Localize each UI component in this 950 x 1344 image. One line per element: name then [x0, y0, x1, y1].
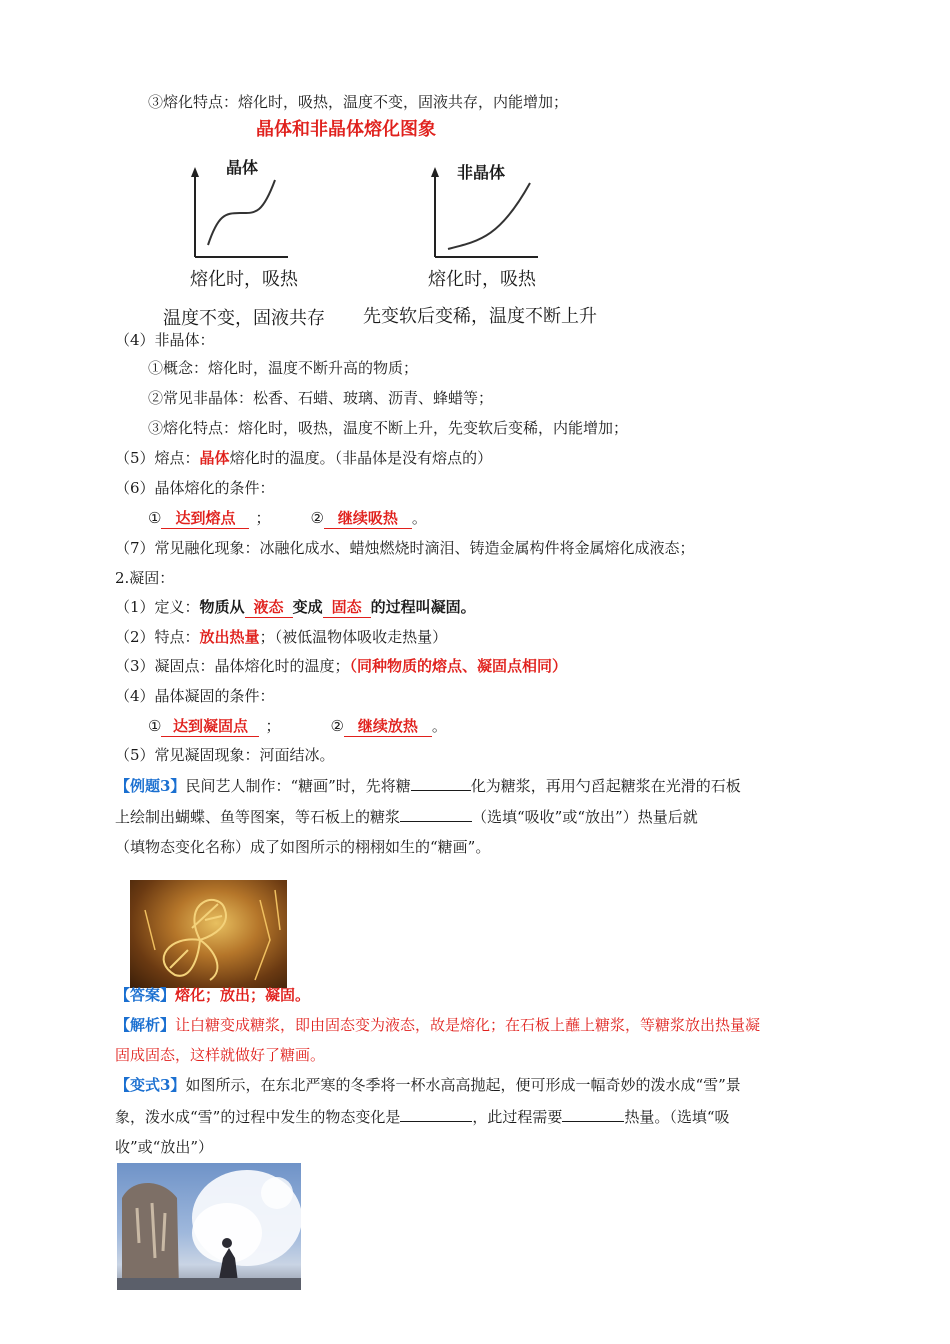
melting-point-red: 晶体 [199, 449, 230, 467]
example3-line2-b: （选填“吸收”或“放出”）热量后就 [472, 808, 698, 826]
crystal-graph [180, 165, 290, 265]
variant3-tag: 【变式3】 [115, 1076, 186, 1094]
melting-point-suffix: 熔化时的温度。（非晶体是没有熔点的） [229, 449, 493, 467]
melting-point-prefix: （5）熔点： [115, 449, 200, 467]
example3-tag: 【例题3】 [115, 777, 186, 795]
crystal-note: 温度不变，固液共存 [163, 308, 325, 329]
variant3-line2-c: 热量。（选填“吸 [624, 1108, 730, 1126]
melt-cond1: 达到熔点 [161, 508, 249, 529]
solidify-point-red: （同种物质的熔点、凝固点相同） [349, 657, 568, 675]
solidify-cond-heading: （4）晶体凝固的条件： [115, 687, 275, 705]
example3-answer [115, 985, 310, 1005]
solidify-cond-sep: ； [265, 717, 281, 735]
crystal-caption: 熔化时，吸热 [190, 269, 298, 290]
solidify-conditions-line [148, 716, 447, 737]
solidify-feat-suffix: ；（被低温物体吸收走热量） [259, 628, 448, 646]
noncrystal-feature: ③熔化特点：熔化时，吸热，温度不断上升，先变软后变稀，内能增加； [148, 419, 629, 437]
solidify-def-d: 的过程叫凝固。 [370, 598, 476, 616]
solidify-def-prefix: （1）定义： [115, 598, 200, 616]
solidify-def-b1: 液态 [245, 597, 293, 618]
solidify-def-a: 物质从 [199, 598, 245, 616]
melt-conditions-line [148, 508, 427, 529]
solidify-cond2-prefix: ② [330, 717, 344, 735]
example3-line3: （填物态变化名称）成了如图所示的栩栩如生的“糖画”。 [115, 838, 491, 856]
noncrystal-caption: 熔化时，吸热 [428, 269, 536, 290]
solidify-cond-end: 。 [431, 717, 447, 735]
variant3-line1 [115, 1075, 741, 1095]
crystal-label: 晶体 [226, 158, 259, 177]
crystal-melt-feature: ③熔化特点：熔化时，吸热，温度不变，固液共存，内能增加； [148, 93, 569, 111]
noncrystal-heading: （4）非晶体： [115, 331, 215, 349]
crystal-curve [208, 180, 275, 245]
analysis-text1: 让白糖变成糖浆，即由固态变为液态，故是熔化；在石板上蘸上糖浆，等糖浆放出热量凝 [175, 1016, 761, 1034]
noncrystal-curve [448, 183, 530, 249]
example3-blank2 [400, 806, 472, 822]
melt-cond1-prefix: ① [148, 509, 162, 527]
solidify-cond1: 达到凝固点 [161, 716, 259, 737]
answer-tag: 【答案】 [115, 986, 176, 1004]
example3-line2 [115, 806, 698, 827]
variant3-line2-b: ，此过程需要 [472, 1108, 563, 1126]
snow-splash-photo [117, 1163, 301, 1290]
example3-blank1 [411, 775, 471, 791]
noncrystal-concept: ①概念：熔化时，温度不断升高的物质； [148, 359, 419, 377]
noncrystal-note: 先变软后变稀，温度不断上升 [363, 306, 597, 327]
noncrystal-common: ②常见非晶体：松香、石蜡、玻璃、沥青、蜂蜡等； [148, 389, 494, 407]
answer-text: 熔化；放出；凝固。 [175, 986, 311, 1004]
example3-line1-a: 民间艺人制作：“糖画”时，先将糖 [185, 777, 411, 795]
example3-analysis1 [115, 1015, 760, 1035]
sugar-painting-photo [130, 880, 287, 988]
variant3-line3: 收”或“放出”） [115, 1138, 214, 1156]
solidify-point [115, 656, 567, 676]
solidify-feature [115, 627, 447, 647]
solidify-cond1-prefix: ① [148, 717, 162, 735]
solidify-point-prefix: （3）凝固点：晶体熔化时的温度； [115, 657, 350, 675]
melt-cond-sep: ； [255, 509, 271, 527]
solidify-definition [115, 597, 476, 618]
variant3-line1-text: 如图所示，在东北严寒的冬季将一杯水高高抛起，便可形成一幅奇妙的泼水成“雪”景 [185, 1076, 741, 1094]
melt-examples: （7）常见融化现象：冰融化成水、蜡烛燃烧时滴泪、铸造金属构件将金属熔化成液态； [115, 539, 695, 557]
example3-line1-b: 化为糖浆，再用勺舀起糖浆在光滑的石板 [470, 777, 741, 795]
solidify-heading: 2.凝固： [115, 569, 175, 587]
variant3-line2 [115, 1106, 730, 1127]
solidify-feat-red: 放出热量 [199, 628, 260, 646]
graph-title: 晶体和非晶体熔化图象 [256, 119, 436, 140]
butterfly-icon [130, 880, 287, 988]
melt-cond2: 继续吸热 [324, 508, 412, 529]
melt-cond-end: 。 [411, 509, 427, 527]
solidify-def-c: 变成 [292, 598, 323, 616]
example3-analysis2: 固成固态，这样就做好了糖画。 [115, 1046, 326, 1064]
solidify-cond2: 继续放热 [344, 716, 432, 737]
example3-line1 [115, 775, 741, 796]
melt-conditions-heading: （6）晶体熔化的条件： [115, 479, 275, 497]
variant3-line2-a: 象，泼水成“雪”的过程中发生的物态变化是 [115, 1108, 401, 1126]
melt-cond2-prefix: ② [310, 509, 324, 527]
solidify-feat-prefix: （2）特点： [115, 628, 200, 646]
snow-splash-illustration [117, 1163, 301, 1290]
noncrystal-label: 非晶体 [457, 163, 506, 182]
variant3-blank2 [562, 1106, 624, 1122]
example3-line2-a: 上绘制出蝴蝶、鱼等图案，等石板上的糖浆 [115, 808, 401, 826]
solidify-examples: （5）常见凝固现象：河面结冰。 [115, 746, 335, 764]
variant3-blank1 [400, 1106, 472, 1122]
solidify-def-b2: 固态 [323, 597, 371, 618]
analysis-tag: 【解析】 [115, 1016, 176, 1034]
melting-point-line [115, 448, 492, 468]
